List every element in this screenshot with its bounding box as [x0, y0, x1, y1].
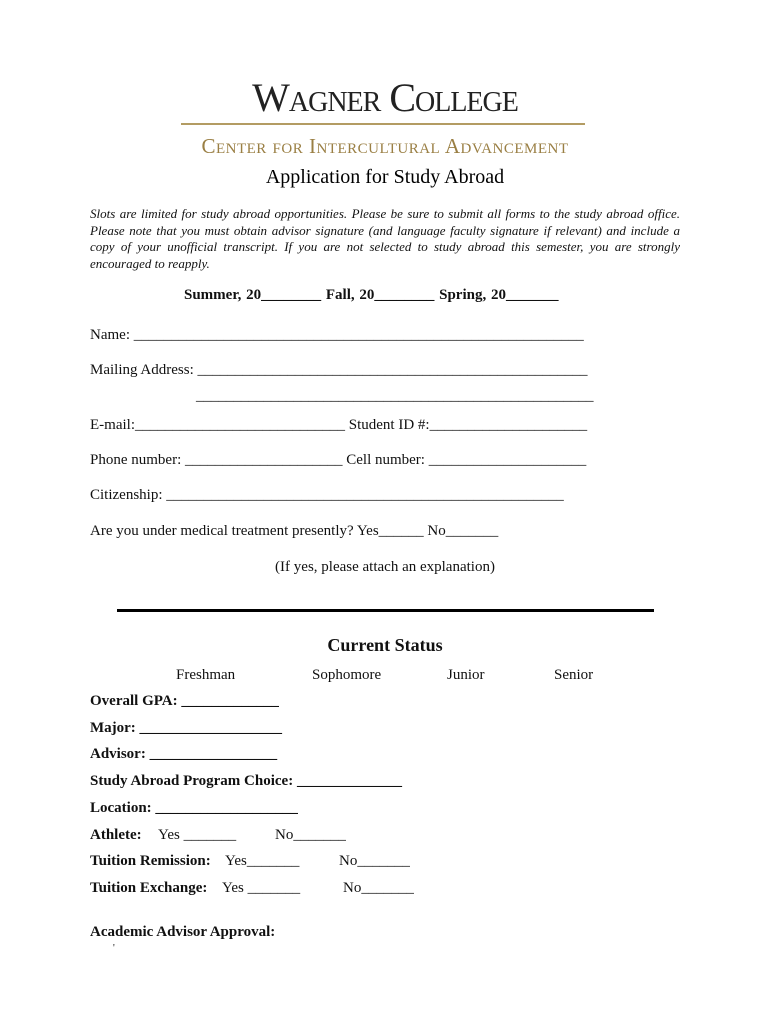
tuition-exchange-label: Tuition Exchange: — [90, 880, 208, 896]
email-student-id-field[interactable]: E-mail:____________________________ Student ID #:_____________________ — [90, 417, 588, 433]
tuition-exchange-yes[interactable]: Yes _______ — [222, 880, 301, 896]
stray-mark: ' — [113, 943, 115, 954]
phone-cell-field[interactable]: Phone number: _____________________ Cell number: _____________________ — [90, 452, 587, 468]
tuition-exchange-no[interactable]: No_______ — [343, 880, 414, 896]
level-sophomore[interactable]: Sophomore — [312, 667, 382, 683]
term-selection[interactable]: Summer, 20________ Fall, 20________ Spring, 20_______ — [184, 287, 559, 303]
tuition-remission-label: Tuition Remission: — [90, 853, 211, 869]
section-divider — [117, 609, 654, 612]
citizenship-field[interactable]: Citizenship: _____________________________________________________ — [90, 487, 564, 503]
tuition-remission-yes[interactable]: Yes_______ — [225, 853, 300, 869]
academic-advisor-approval-label: Academic Advisor Approval: — [90, 924, 276, 940]
mailing-address-field[interactable]: Mailing Address: ____________________________________________________ — [90, 362, 588, 378]
athlete-no[interactable]: No_______ — [275, 827, 346, 843]
major-field[interactable]: Major: ___________________ — [90, 720, 283, 736]
athlete-yes[interactable]: Yes _______ — [158, 827, 237, 843]
tuition-remission-no[interactable]: No_______ — [339, 853, 410, 869]
advisor-field[interactable]: Advisor: _________________ — [90, 746, 278, 762]
page-title: Application for Study Abroad — [265, 166, 505, 188]
program-choice-field[interactable]: Study Abroad Program Choice: ______________ — [90, 773, 402, 789]
level-senior[interactable]: Senior — [554, 667, 594, 683]
logo-title: Wagner College — [252, 75, 518, 120]
logo-subtitle: Center for Intercultural Advancement — [201, 134, 569, 158]
level-freshman[interactable]: Freshman — [176, 667, 236, 683]
medical-note: (If yes, please attach an explanation) — [275, 559, 495, 575]
current-status-heading: Current Status — [327, 635, 443, 655]
name-field[interactable]: Name: ____________________________________________________________ — [90, 327, 584, 343]
athlete-label: Athlete: — [90, 827, 142, 843]
intro-paragraph: Slots are limited for study abroad opportunities. Please be sure to submit all forms to the study abroad office. Please note that you must obtain advisor signature (and language faculty signature if relevant) and include a copy of your unofficial transcript. If you are not selected to study abroad this semester, you are strongly encouraged to reapply. — [90, 206, 680, 271]
gpa-field[interactable]: Overall GPA: _____________ — [90, 693, 279, 709]
logo-divider — [181, 123, 585, 125]
mailing-address-line-2[interactable]: _____________________________________________________ — [196, 388, 594, 404]
location-field[interactable]: Location: ___________________ — [90, 800, 298, 816]
level-junior[interactable]: Junior — [447, 667, 485, 683]
medical-treatment-question[interactable]: Are you under medical treatment presently? Yes______ No_______ — [90, 523, 499, 539]
